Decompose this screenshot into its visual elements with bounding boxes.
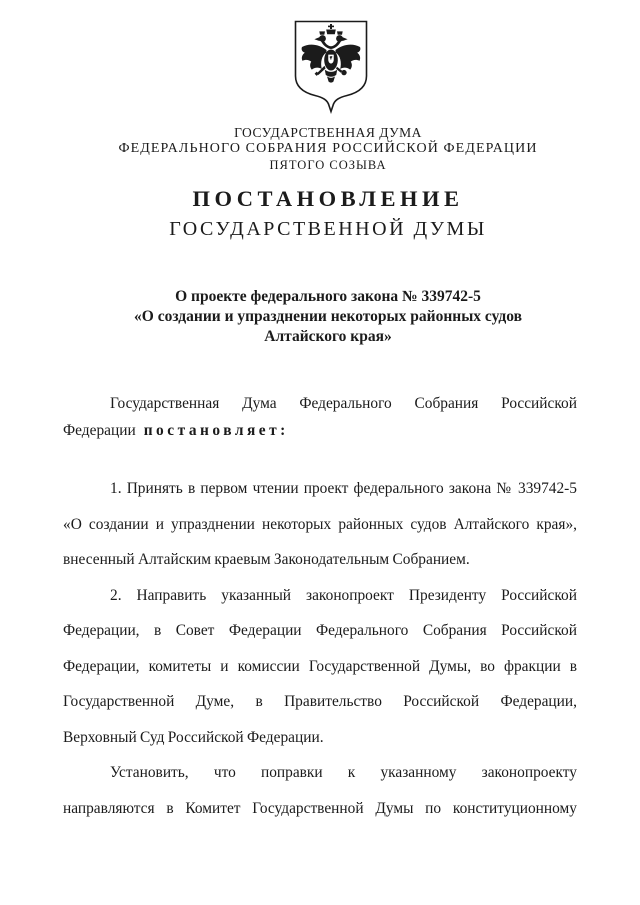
text-line: внесенный Алтайским краевым Законодательным Собранием. [63,551,470,568]
text-line: Верховный Суд Российской Федерации. [63,728,324,746]
intro-emphasis: постановляет: [143,422,289,439]
text-line: «О создании и упразднении некоторых районных судов Алтайского края», [63,515,577,533]
document-subject [8,287,640,347]
text-line: 2. Направить указанный законопроект Президенту Российской [110,586,577,604]
text-line: направляются в Комитет Государственной Думы по конституционному [63,799,577,817]
issuing-body-title: ГОСУДАРСТВЕННОЙ ДУМЫ [169,218,487,240]
subject-line: О проекте федерального закона № 339742-5 [175,288,481,305]
org-name-line: ГОСУДАРСТВЕННАЯ ДУМА [234,125,422,140]
document-body [63,390,577,826]
text-line: Федерации, в Совет Федерации Федерального Собрания Российской [63,622,577,639]
text-line: Установить, что поправки к указанному законопроекту [110,764,577,781]
resolution-item-1 [63,471,577,578]
subject-line: Алтайского края» [264,328,392,345]
resolution-item-2 [63,578,577,756]
resolution-intro [63,390,577,444]
double-headed-eagle [302,24,361,83]
subject-line: «О создании и упразднении некоторых районных судов [134,308,522,325]
text-line: Федерации, комитеты и комиссии Государственной Думы, во фракции в [63,657,577,675]
text-line: 1. Принять в первом чтении проект федерального закона № 339742-5 [110,480,577,497]
text-line: Государственная Дума Федерального Собрания Российской [110,395,577,412]
org-subtitle-line: ФЕДЕРАЛЬНОГО СОБРАНИЯ РОССИЙСКОЙ ФЕДЕРАЦИИ [118,141,538,156]
text-line [63,417,577,444]
intro-prefix: Федерации [63,422,136,439]
text-line: Государственной Думе, в Правительство Российской Федерации, [63,693,577,710]
convocation-line: ПЯТОГО СОЗЫВА [269,158,387,172]
resolution-item-3 [63,755,577,826]
document-type-title: ПОСТАНОВЛЕНИЕ [192,186,464,211]
coat-of-arms [293,19,369,114]
coat-of-arms-icon [293,19,369,114]
